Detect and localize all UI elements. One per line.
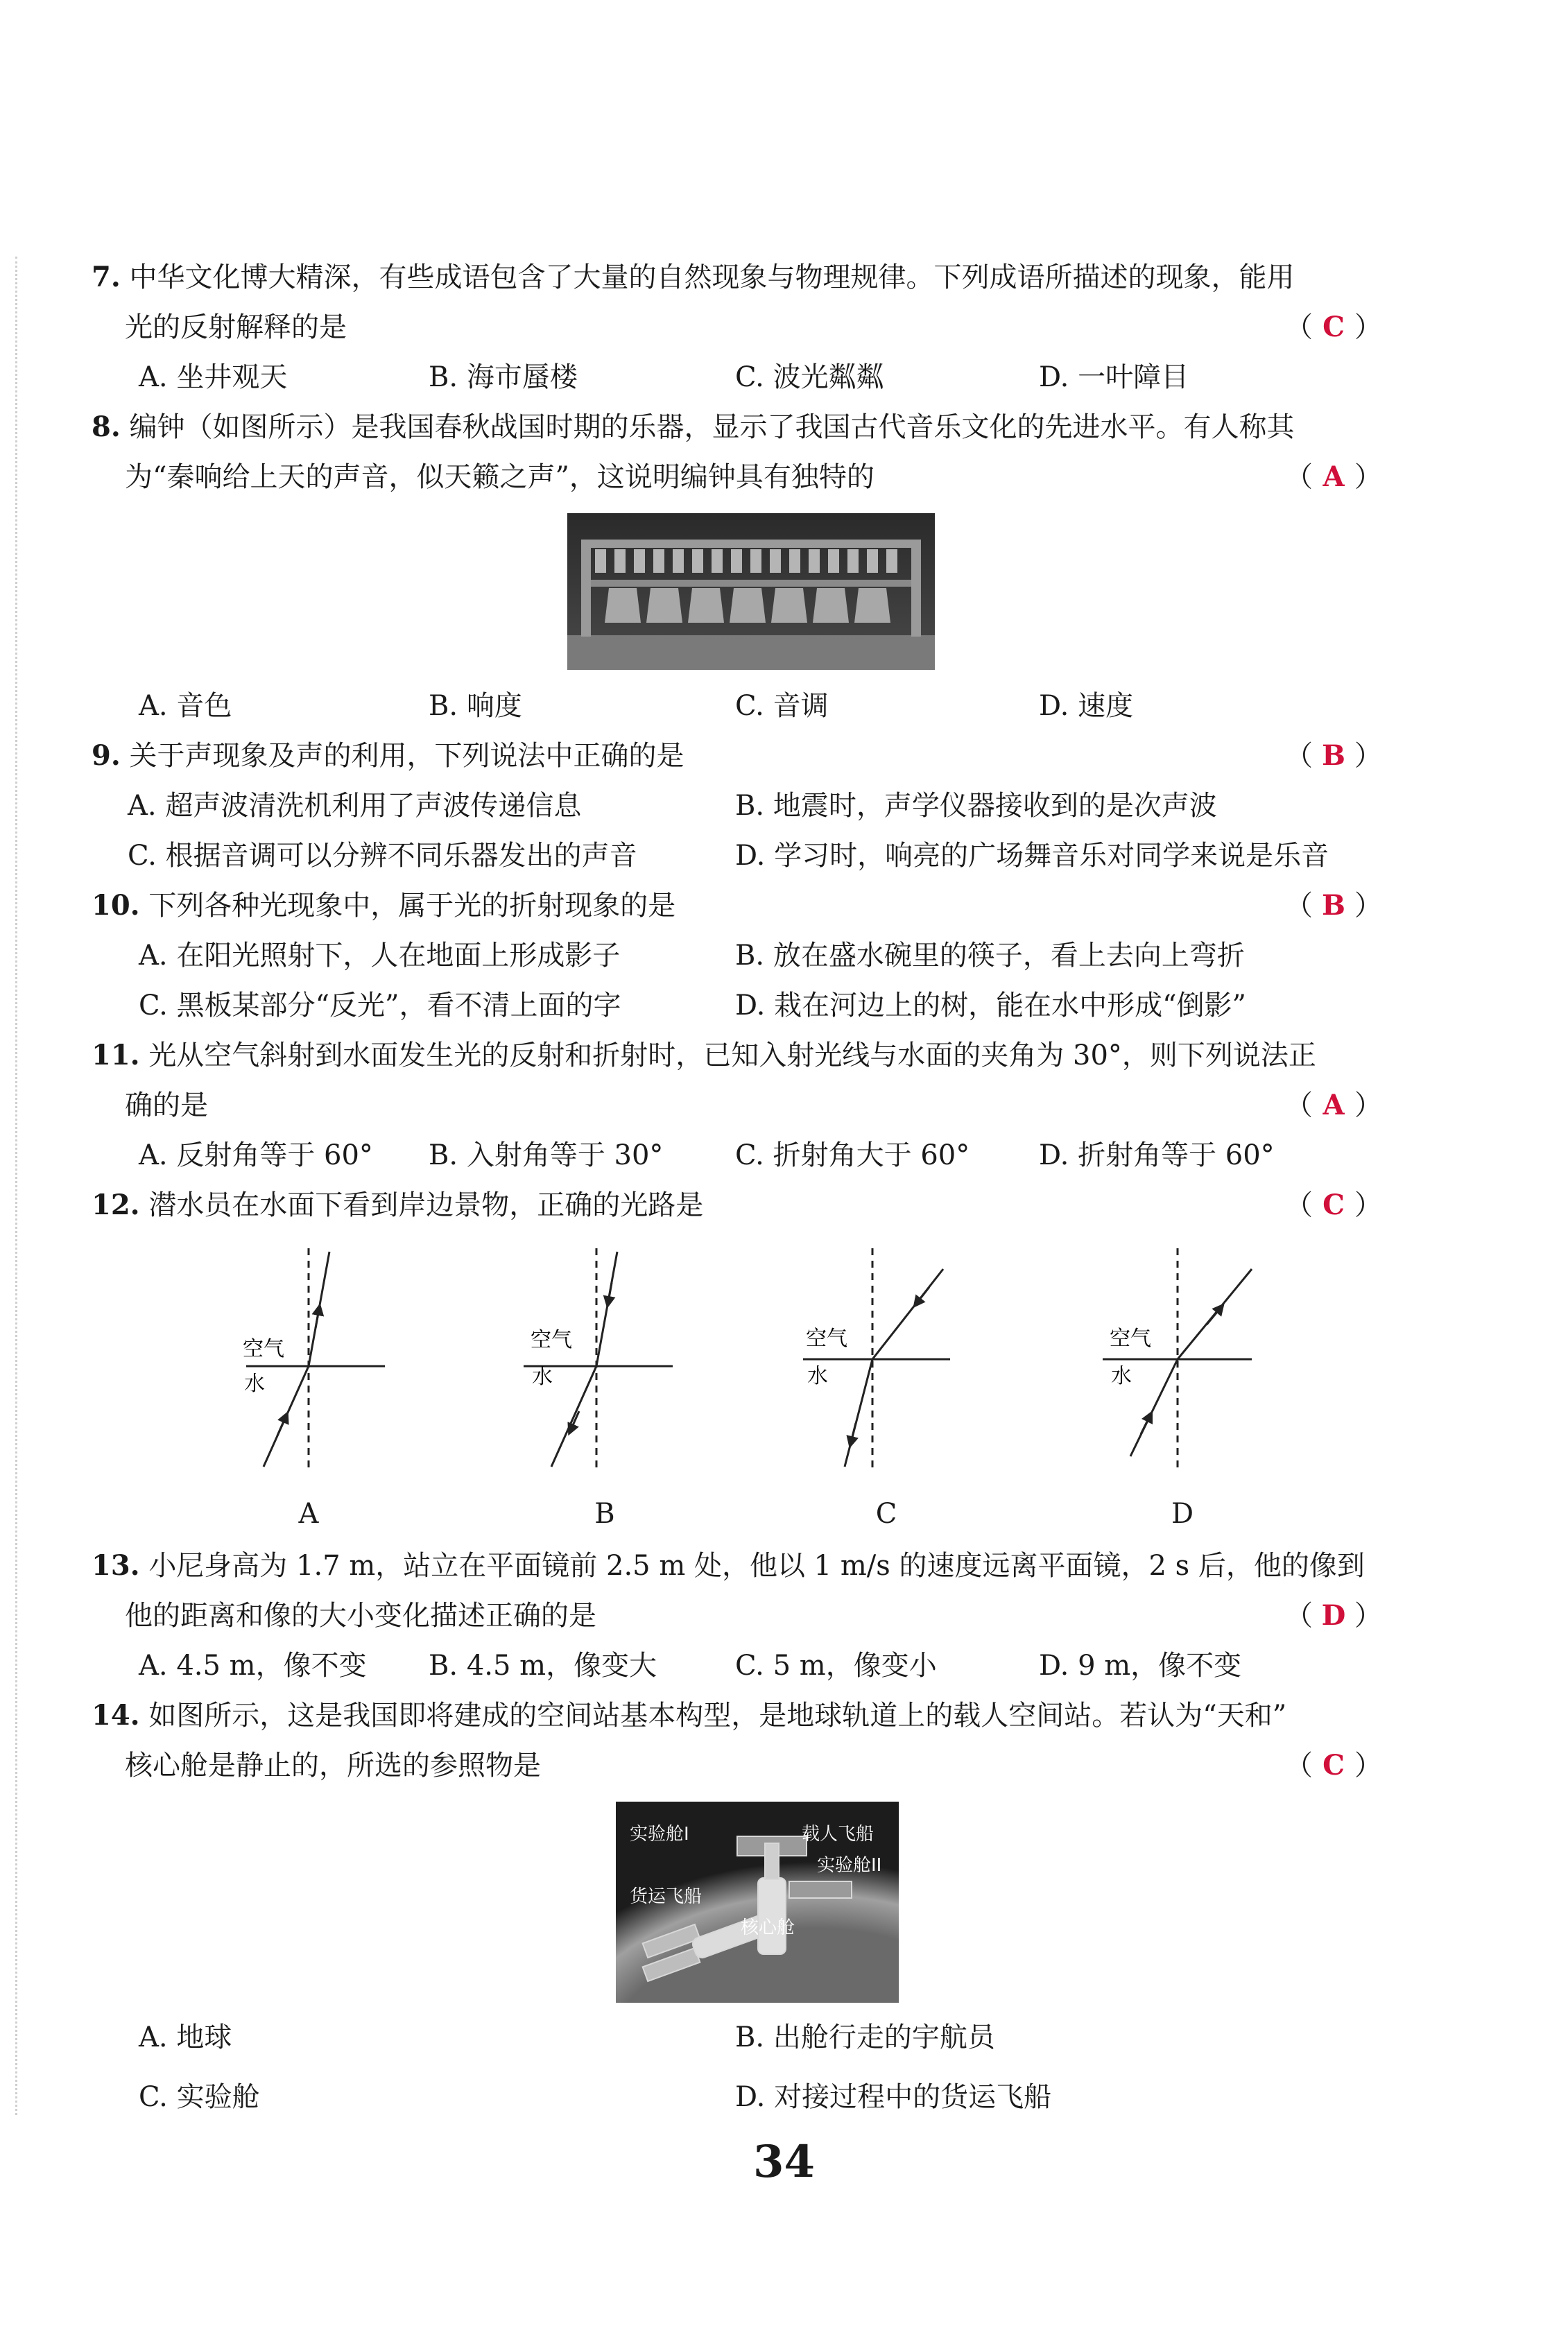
option-c: C. 根据音调可以分辨不同乐器发出的声音 xyxy=(128,840,637,872)
label-lab-1: 实验舱I xyxy=(630,1824,689,1845)
option-d: D. 速度 xyxy=(1039,690,1134,722)
space-station-photo xyxy=(616,1802,899,2003)
question-number: 11. xyxy=(92,1039,140,1071)
option-c: C. 黑板某部分“反光”，看不清上面的字 xyxy=(139,990,621,1021)
option-d: D. 学习时，响亮的广场舞音乐对同学来说是乐音 xyxy=(735,840,1329,872)
question-text-cont: 核心舱是静止的，所选的参照物是 xyxy=(125,1750,541,1782)
option-c: C. 波光粼粼 xyxy=(735,361,884,393)
question-number: 7. xyxy=(92,261,121,293)
answer-14: （ C ） xyxy=(1285,1749,1382,1782)
water-label: 水 xyxy=(532,1365,553,1389)
question-9 xyxy=(92,731,1395,781)
option-a: A. 在阳光照射下，人在地面上形成影子 xyxy=(139,940,621,972)
air-label: 空气 xyxy=(1110,1327,1151,1351)
question-11 xyxy=(92,1031,1395,1080)
option-a: A. 4.5 m，像不变 xyxy=(139,1650,367,1682)
option-a: A. 超声波清洗机利用了声波传递信息 xyxy=(128,790,582,822)
question-text: 潜水员在水面下看到岸边景物，正确的光路是 xyxy=(148,1189,704,1221)
question-number: 13. xyxy=(92,1549,140,1582)
option-d: D. 对接过程中的货运飞船 xyxy=(735,2081,1052,2113)
diagram-label-c: C xyxy=(875,1498,897,1530)
diagram-c xyxy=(803,1248,950,1470)
answer-12: （ C ） xyxy=(1285,1189,1382,1221)
water-label: 水 xyxy=(807,1364,828,1388)
option-d: D. 折射角等于 60° xyxy=(1039,1139,1275,1171)
option-a: A. 反射角等于 60° xyxy=(139,1139,373,1171)
answer-10: （ B ） xyxy=(1285,889,1382,922)
option-c: C. 实验舱 xyxy=(139,2081,260,2113)
water-label: 水 xyxy=(244,1372,265,1396)
option-b: B. 4.5 m，像变大 xyxy=(429,1650,657,1682)
question-text: 中华文化博大精深，有些成语包含了大量的自然现象与物理规律。下列成语所描述的现象，能用 xyxy=(129,261,1295,293)
answer-9: （ B ） xyxy=(1285,739,1382,772)
label-cargo-ship: 货运飞船 xyxy=(630,1886,703,1907)
air-label: 空气 xyxy=(806,1327,847,1351)
answer-11: （ A ） xyxy=(1285,1089,1382,1121)
option-d: D. 栽在河边上的树，能在水中形成“倒影” xyxy=(735,990,1246,1021)
diagram-label-b: B xyxy=(594,1498,615,1530)
page-number: 34 xyxy=(752,2136,816,2188)
diagram-d xyxy=(1103,1248,1252,1470)
question-text-cont: 为“秦响给上天的声音，似天籁之声”，这说明编钟具有独特的 xyxy=(125,461,875,493)
question-10 xyxy=(92,881,1395,931)
question-text: 光从空气斜射到水面发生光的反射和折射时，已知入射光线与水面的夹角为 30°，则下列说法正 xyxy=(148,1040,1316,1071)
question-number: 9. xyxy=(92,739,121,772)
option-a: A. 坐井观天 xyxy=(139,361,288,393)
option-b: B. 出舱行走的宇航员 xyxy=(735,2021,995,2053)
question-14 xyxy=(92,1691,1395,1741)
label-crew-ship: 载人飞船 xyxy=(802,1824,875,1845)
option-a: A. 音色 xyxy=(139,690,232,722)
option-d: D. 9 m，像不变 xyxy=(1039,1650,1242,1682)
question-text: 小尼身高为 1.7 m，站立在平面镜前 2.5 m 处，他以 1 m/s 的速度远离平面镜，2 s 后，他的像到 xyxy=(148,1550,1365,1582)
question-text: 关于声现象及声的利用，下列说法中正确的是 xyxy=(129,740,684,772)
question-text: 编钟（如图所示）是我国春秋战国时期的乐器，显示了我国古代音乐文化的先进水平。有人称其 xyxy=(129,411,1295,443)
question-number: 14. xyxy=(92,1699,140,1732)
question-12 xyxy=(92,1180,1395,1230)
option-b: B. 入射角等于 30° xyxy=(429,1139,664,1171)
light-path-diagrams xyxy=(208,1241,1290,1477)
diagram-a xyxy=(243,1248,385,1470)
air-label: 空气 xyxy=(531,1328,572,1352)
option-b: B. 地震时，声学仪器接收到的是次声波 xyxy=(735,790,1217,822)
question-number: 10. xyxy=(92,889,140,922)
question-text-cont: 确的是 xyxy=(125,1089,208,1121)
question-text: 下列各种光现象中，属于光的折射现象的是 xyxy=(148,890,676,922)
option-c: C. 折射角大于 60° xyxy=(735,1139,970,1171)
question-7 xyxy=(92,252,1395,302)
water-label: 水 xyxy=(1111,1364,1132,1388)
label-lab-2: 实验舱II xyxy=(817,1855,882,1876)
option-b: B. 海市蜃楼 xyxy=(429,361,578,393)
option-c: C. 5 m，像变小 xyxy=(735,1650,937,1682)
air-label: 空气 xyxy=(243,1337,284,1361)
question-13 xyxy=(92,1541,1395,1591)
option-c: C. 音调 xyxy=(735,690,829,722)
option-b: B. 响度 xyxy=(429,690,522,722)
answer-7: （ C ） xyxy=(1285,311,1382,343)
question-number: 12. xyxy=(92,1189,140,1221)
option-a: A. 地球 xyxy=(139,2021,232,2053)
label-core-module: 核心舱 xyxy=(741,1917,795,1938)
question-text-cont: 他的距离和像的大小变化描述正确的是 xyxy=(125,1600,596,1632)
diagram-b xyxy=(524,1248,673,1470)
diagram-label-d: D xyxy=(1171,1498,1194,1530)
bianzhong-photo xyxy=(567,513,935,670)
answer-8: （ A ） xyxy=(1285,460,1382,493)
question-text-cont: 光的反射解释的是 xyxy=(125,311,347,343)
option-b: B. 放在盛水碗里的筷子，看上去向上弯折 xyxy=(735,940,1245,972)
diagram-label-a: A xyxy=(298,1498,319,1530)
question-text: 如图所示，这是我国即将建成的空间站基本构型，是地球轨道上的载人空间站。若认为“天和” xyxy=(148,1700,1287,1732)
answer-13: （ D ） xyxy=(1285,1599,1382,1632)
question-number: 8. xyxy=(92,411,121,443)
question-8 xyxy=(92,402,1395,452)
binding-margin xyxy=(15,257,17,2115)
option-d: D. 一叶障目 xyxy=(1039,361,1189,393)
